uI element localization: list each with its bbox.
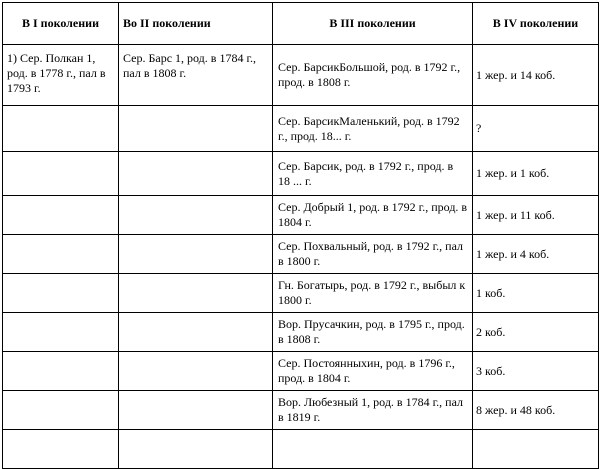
table-cell-gen-4: 1 жер. и 4 коб. bbox=[473, 235, 599, 274]
table-cell-gen-4: 8 жер. и 48 коб. bbox=[473, 391, 599, 430]
table-cell-gen-2 bbox=[119, 274, 273, 313]
table-cell-gen-3: Сер. Похвальный, род. в 1792 г., пал в 1800 г. bbox=[273, 235, 473, 274]
table-cell-gen-2 bbox=[119, 106, 273, 152]
table-cell-gen-1 bbox=[3, 196, 119, 235]
table-cell-gen-4: 1 жер. и 14 коб. bbox=[473, 45, 599, 106]
table-cell-gen-2 bbox=[119, 352, 273, 391]
header-gen-4: В IV поколении bbox=[473, 3, 599, 45]
generations-table bbox=[2, 2, 599, 469]
table-cell-gen-1: 1) Сер. Полкан 1, род. в 1778 г., пал в 1793 г. bbox=[3, 45, 119, 106]
table-cell-gen-4: 1 коб. bbox=[473, 274, 599, 313]
table-cell-gen-4: 1 жер. и 1 коб. bbox=[473, 152, 599, 196]
table-row bbox=[3, 391, 599, 430]
table-row bbox=[3, 196, 599, 235]
table-row bbox=[3, 106, 599, 152]
table-cell-gen-3 bbox=[273, 430, 473, 469]
table-cell-gen-1 bbox=[3, 430, 119, 469]
table-row bbox=[3, 152, 599, 196]
table-cell-gen-3: Вор. Прусачкин, род. в 1795 г., прод. в 1808 г. bbox=[273, 313, 473, 352]
table-cell-gen-1 bbox=[3, 106, 119, 152]
table-row bbox=[3, 430, 599, 469]
table-row bbox=[3, 45, 599, 106]
table-cell-gen-3: Сер. Барсик, род. в 1792 г., прод. в 18 ... г. bbox=[273, 152, 473, 196]
table-cell-gen-1 bbox=[3, 391, 119, 430]
table-row bbox=[3, 352, 599, 391]
header-gen-3: В III поколении bbox=[273, 3, 473, 45]
table-row bbox=[3, 274, 599, 313]
header-row bbox=[3, 3, 599, 45]
table-cell-gen-1 bbox=[3, 274, 119, 313]
table-cell-gen-2 bbox=[119, 430, 273, 469]
table-cell-gen-3: Сер. Добрый 1, род. в 1792 г., прод. в 1804 г. bbox=[273, 196, 473, 235]
table-cell-gen-3: Сер. БарсикМаленький, род. в 1792 г., прод. 18... г. bbox=[273, 106, 473, 152]
header-gen-1: В I поколении bbox=[3, 3, 119, 45]
table-cell-gen-4: ? bbox=[473, 106, 599, 152]
table-cell-gen-1 bbox=[3, 313, 119, 352]
table-cell-gen-2 bbox=[119, 196, 273, 235]
table-cell-gen-1 bbox=[3, 352, 119, 391]
table-cell-gen-4: 1 жер. и 11 коб. bbox=[473, 196, 599, 235]
table-cell-gen-2 bbox=[119, 152, 273, 196]
table-cell-gen-3: Гн. Богатырь, род. в 1792 г., выбыл к 1800 г. bbox=[273, 274, 473, 313]
table-cell-gen-4: 3 коб. bbox=[473, 352, 599, 391]
table-cell-gen-2 bbox=[119, 391, 273, 430]
table-row bbox=[3, 313, 599, 352]
table-cell-gen-1 bbox=[3, 235, 119, 274]
table-cell-gen-4 bbox=[473, 430, 599, 469]
table-row bbox=[3, 235, 599, 274]
table-cell-gen-2: Сер. Барс 1, род. в 1784 г., пал в 1808 г. bbox=[119, 45, 273, 106]
table-cell-gen-3: Сер. Постоянныхин, род. в 1796 г., прод. в 1804 г. bbox=[273, 352, 473, 391]
table-cell-gen-2 bbox=[119, 313, 273, 352]
header-gen-2: Во II поколении bbox=[119, 3, 273, 45]
table-cell-gen-3: Вор. Любезный 1, род. в 1784 г., пал в 1819 г. bbox=[273, 391, 473, 430]
table-cell-gen-2 bbox=[119, 235, 273, 274]
table-cell-gen-1 bbox=[3, 152, 119, 196]
table-cell-gen-4: 2 коб. bbox=[473, 313, 599, 352]
table-cell-gen-3: Сер. БарсикБольшой, род. в 1792 г., прод. в 1808 г. bbox=[273, 45, 473, 106]
